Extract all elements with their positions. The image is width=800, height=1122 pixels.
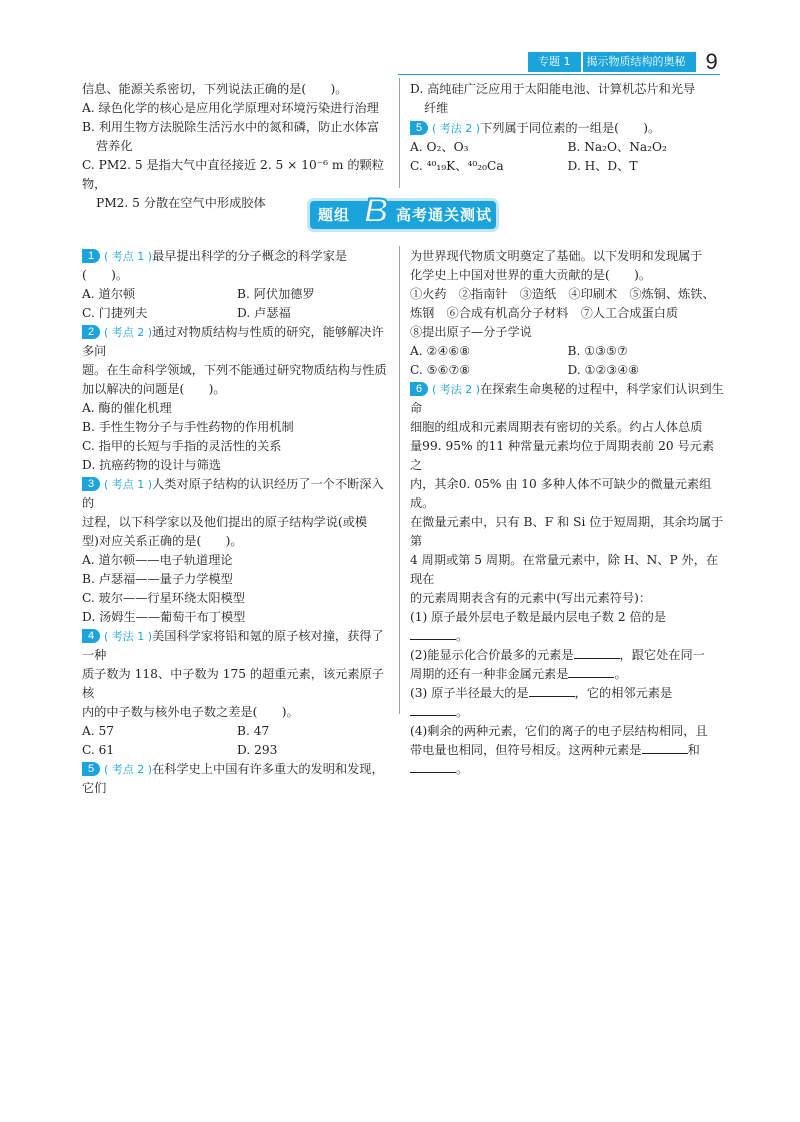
answer-blank[interactable] [642,741,688,754]
exam-tag: ( 考法 2 ) [432,383,481,396]
option-c: C. 指甲的长短与手指的灵活性的关系 [82,439,282,453]
question-6-line: 的元素周期表含有的元素中(写出元素符号)： [410,591,652,605]
sub-question-text: (3) 原子半径最大的是 [410,686,529,700]
column-divider-bottom [399,246,400,714]
question-stem-line: 型)对应关系正确的是( )。 [82,534,243,548]
question-number: 1 [82,249,100,263]
question-6-line: 量99. 95% 的11 种常量元素均位于周期表前 20 号元素之 [410,439,715,472]
question-number: 3 [82,477,100,491]
choice-list-line: ⑧提出原子—分子学说 [410,325,532,339]
option-d: D. 293 [237,743,278,757]
sub-question-3-answer [410,703,725,722]
answer-blank[interactable] [410,703,456,716]
sub-question-text: ，它的相邻元素是 [574,686,673,700]
section-banner [310,192,496,230]
question-stem-line: 过程，以下科学家以及他们提出的原子结构学说(或模 [82,515,368,529]
sub-question-text: 带电量也相同，但符号相反。这两种元素是 [410,743,642,757]
sub-question-text: 和 [687,743,700,757]
options-row-1 [82,722,392,741]
question-stem: 下列属于同位素的一组是( )。 [480,121,661,135]
options-row-2 [410,361,725,380]
page-number: 9 [705,49,718,74]
answer-blank[interactable] [410,627,456,640]
option-b: B. 利用生物方法脱除生活污水中的氮和磷，防止水体富 [82,120,380,134]
punctuation: 。 [456,629,469,643]
question-2 [82,323,392,361]
option-c-cont: PM2. 5 分散在空气中形成胶体 [96,196,266,210]
topic-tag: 专题 1 [528,52,581,72]
sub-question-1-answer [410,627,725,646]
question-stem-line: 质子数为 118、中子数为 175 的超重元素，该元素原子核 [82,667,384,700]
question-5-cont: 化学史上中国对世界的重大贡献的是( )。 [410,268,652,282]
option-b: B. 卢瑟福——量子力学模型 [82,572,233,586]
option-d: D. 高纯硅广泛应用于太阳能电池、计算机芯片和光导 [410,82,696,96]
question-stem: 人类对原子结构的认识经历了一个不断深入的 [82,477,384,510]
question-5-top [410,119,725,138]
exam-tag: ( 考点 1 ) [104,478,153,491]
top-right-block [410,80,725,176]
answer-blank[interactable] [574,646,620,659]
question-stem: 在探索生命奥秘的过程中，科学家们认识到生命 [410,382,724,415]
sub-question-4: (4)剩余的两种元素，它们的离子的电子层结构相同，且 [410,724,708,738]
option-b: B. 47 [237,724,270,738]
option-b: B. 手性生物分子与手性药物的作用机制 [82,420,294,434]
sub-question-text: 周期的还有一种非金属元素是 [410,667,569,681]
sub-question-text: ，跟它处在同一 [619,648,705,662]
option-d: D. 汤姆生——葡萄干布丁模型 [82,610,246,624]
question-6-line: 在微量元素中，只有 B、F 和 Si 位于短周期，其余均属于第 [410,515,724,548]
question-stem-line: 加以解决的问题是( )。 [82,382,226,396]
sub-question-1: (1) 原子最外层电子数是最内层电子数 2 倍的是 [410,610,667,624]
punctuation: 。 [456,762,469,776]
option-c: C. 门捷列夫 [82,306,148,320]
question-6-line: 内，其余0. 05% 由 10 多种人体不可缺少的微量元素组成。 [410,477,712,510]
answer-blank[interactable] [529,684,575,697]
exam-tag: ( 考法 1 ) [104,630,153,643]
question-stem: 在科学史上中国有许多重大的发明和发现，它们 [82,762,384,795]
option-a: A. 道尔顿——电子轨道理论 [82,553,233,567]
sub-question-4-answer [410,760,725,779]
punctuation: 。 [614,667,627,681]
banner-prefix: 题组 [318,206,351,224]
option-c: C. ⁴⁰₁₉K、⁴⁰₂₀Ca [410,159,504,173]
left-column [82,247,392,798]
option-d: D. 抗癌药物的设计与筛选 [82,458,221,472]
question-6 [410,380,725,418]
option-b: B. 阿伏加德罗 [237,287,315,301]
question-4 [82,627,392,665]
answer-blank[interactable] [568,665,614,678]
question-stem-continued: 信息、能源关系密切，下列说法正确的是( )。 [82,82,348,96]
option-c: C. PM2. 5 是指大气中直径接近 2. 5 × 10⁻⁶ m 的颗粒物， [82,158,384,191]
sub-question-4-cont [410,741,725,760]
options-row-2 [82,304,392,323]
column-divider-top [399,78,400,188]
option-d: D. 卢瑟福 [237,306,291,320]
punctuation: 。 [456,705,469,719]
top-left-block [82,80,392,213]
option-c: C. 61 [82,743,115,757]
header-rule [398,74,720,75]
option-a: A. 57 [82,724,115,738]
options-row-1 [410,342,725,361]
sub-question-2 [410,646,725,665]
question-number: 5 [410,121,428,135]
sub-question-text: (2)能显示化合价最多的元素是 [410,648,574,662]
exam-tag: ( 考点 1 ) [104,250,153,263]
running-header [528,49,718,74]
banner-suffix: 高考通关测试 [396,206,493,224]
option-a: A. O₂、O₃ [410,140,469,154]
option-a: A. 绿色化学的核心是应用化学原理对环境污染进行治理 [82,101,379,115]
question-5-cont: 为世界现代物质文明奠定了基础。以下发明和发现属于 [410,249,703,263]
option-a: A. ②④⑥⑧ [410,344,471,358]
option-c: C. ⑤⑥⑦⑧ [410,363,471,377]
question-5 [82,760,392,798]
options-row-2 [410,157,725,176]
option-b: B. Na₂O、Na₂O₂ [567,140,667,154]
question-number: 2 [82,325,100,339]
question-stem: 最早提出科学的分子概念的科学家是( )。 [82,249,348,282]
question-1 [82,247,392,285]
question-6-line: 4 周期或第 5 周期。在常量元素中，除 H、N、P 外，在现在 [410,553,719,586]
right-column [410,247,725,779]
option-b-cont: 营养化 [96,139,133,153]
option-d: D. ①②③④⑧ [567,363,640,377]
exam-tag: ( 考点 2 ) [104,763,153,776]
question-stem: 通过对物质结构与性质的研究，能够解决许多问 [82,325,384,358]
question-3 [82,475,392,513]
question-number: 6 [410,382,428,396]
question-stem: 美国科学家将铅和氪的原子核对撞，获得了一种 [82,629,384,662]
option-d: D. H、D、T [567,159,638,173]
question-stem-line: 内的中子数与核外电子数之差是( )。 [82,705,299,719]
options-row-1 [410,138,725,157]
banner-letter: B [364,192,389,230]
sub-question-3 [410,684,725,703]
sub-question-2-cont [410,665,725,684]
exam-tag: ( 考法 2 ) [432,122,481,135]
topic-title: 揭示物质结构的奥秘 [581,52,696,72]
option-b: B. ①③⑤⑦ [567,344,628,358]
option-a: A. 道尔顿 [82,287,136,301]
option-a: A. 酶的催化机理 [82,401,172,415]
question-stem-line: 题。在生命科学领域，下列不能通过研究物质结构与性质 [82,363,387,377]
choice-list-line: 炼钢 ⑥合成有机高分子材料 ⑦人工合成蛋白质 [410,306,679,320]
option-c: C. 玻尔——行星环绕太阳模型 [82,591,245,605]
answer-blank[interactable] [410,760,456,773]
option-d-cont: 纤维 [424,101,449,115]
exam-tag: ( 考点 2 ) [104,326,153,339]
question-number: 5 [82,762,100,776]
options-row-1 [82,285,392,304]
options-row-2 [82,741,392,760]
question-number: 4 [82,629,100,643]
choice-list-line: ①火药 ②指南针 ③造纸 ④印刷术 ⑤炼铜、炼铁、 [410,287,715,301]
question-6-line: 细胞的组成和元素周期表有密切的关系。约占人体总质 [410,420,703,434]
